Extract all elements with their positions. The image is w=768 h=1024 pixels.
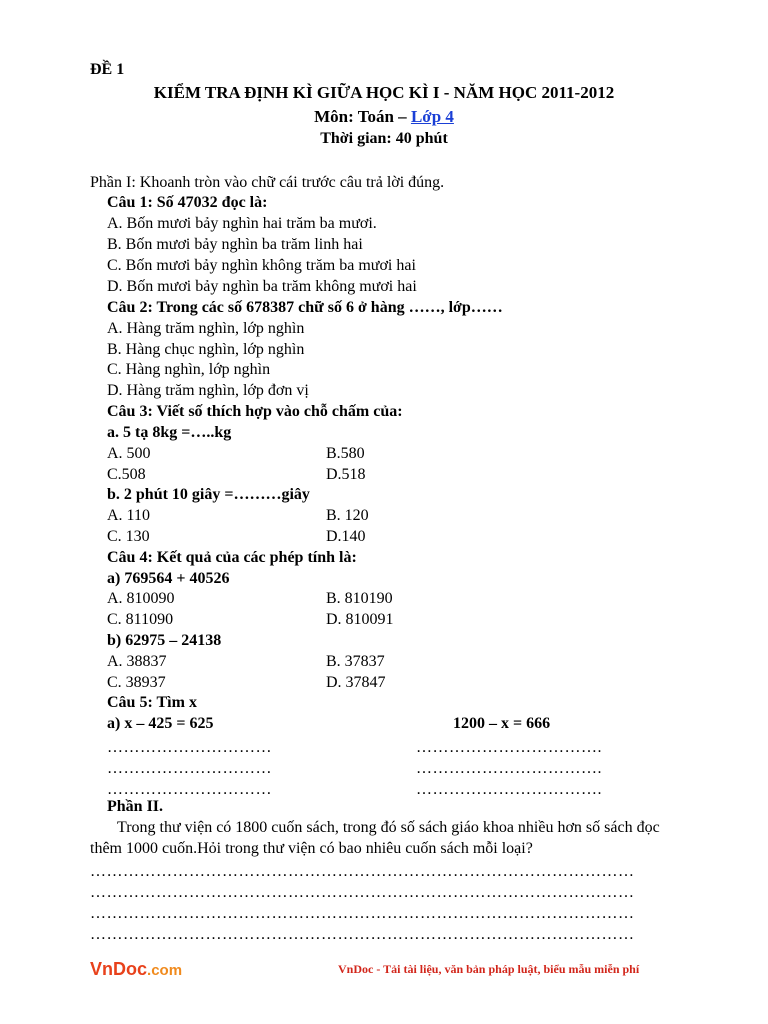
q2-option-b: B. Hàng chục nghìn, lớp nghìn (107, 341, 305, 358)
part2-problem-line1: Trong thư viện có 1800 cuốn sách, trong đó số sách giáo khoa nhiều hơn số sách đọc (117, 819, 660, 836)
q5-answer-line-left: ………………………… (107, 760, 272, 777)
exam-title: KIỂM TRA ĐỊNH KÌ GIỮA HỌC KÌ I - NĂM HỌC 2011-2012 (153, 83, 615, 102)
q3b-option-a: A. 110 (107, 507, 150, 524)
q4b-option-d: D. 37847 (326, 674, 386, 691)
q5-right-equation: 1200 – x = 666 (453, 715, 551, 732)
exam-time: Thời gian: 40 phút (320, 130, 448, 147)
q4a-label: a) 769564 + 40526 (107, 570, 230, 587)
q3a-option-a: A. 500 (107, 445, 151, 462)
footer-tagline[interactable]: VnDoc - Tải tài liệu, văn bản pháp luật, biểu mẫu miễn phí (338, 962, 640, 976)
q3-title: Câu 3: Viết số thích hợp vào chỗ chấm của: (107, 403, 403, 420)
part2-answer-line: ……………………………………………………………………………………… (90, 863, 635, 880)
q5-answer-line-left: ………………………… (107, 781, 272, 798)
q2-option-c: C. Hàng nghìn, lớp nghìn (107, 361, 271, 378)
part2-answer-line: ……………………………………………………………………………………… (90, 926, 635, 943)
q4b-option-b: B. 37837 (326, 653, 385, 670)
q2-option-a: A. Hàng trăm nghìn, lớp nghìn (107, 320, 305, 337)
part2-problem-line2: thêm 1000 cuốn.Hỏi trong thư viện có bao nhiêu cuốn sách mỗi loại? (90, 840, 533, 857)
exam-number: ĐỀ 1 (90, 61, 125, 78)
q4a-option-c: C. 811090 (107, 611, 174, 628)
q5-title: Câu 5: Tìm x (107, 694, 197, 711)
logo-doc: Doc (113, 959, 148, 979)
subject-line (0, 107, 768, 127)
q4a-option-b: B. 810190 (326, 590, 393, 607)
q3a-option-d: D.518 (326, 466, 366, 483)
q4a-option-a: A. 810090 (107, 590, 175, 607)
q4-title: Câu 4: Kết quả của các phép tính là: (107, 549, 357, 566)
q3a-label: a. 5 tạ 8kg =…..kg (107, 424, 232, 441)
logo-vn: Vn (90, 959, 114, 979)
q3b-option-d: D.140 (326, 528, 366, 545)
q3b-option-b: B. 120 (326, 507, 369, 524)
q4b-option-c: C. 38937 (107, 674, 166, 691)
part2-answer-line: ……………………………………………………………………………………… (90, 905, 635, 922)
q1-title: Câu 1: Số 47032 đọc là: (107, 194, 268, 211)
q1-option-b: B. Bốn mươi bảy nghìn ba trăm linh hai (107, 236, 363, 253)
part2-answer-line: ……………………………………………………………………………………… (90, 884, 635, 901)
part2-title: Phần II. (107, 798, 164, 815)
vndoc-logo[interactable] (90, 958, 182, 982)
q5-answer-line-left: ………………………… (107, 739, 272, 756)
q3a-option-b: B.580 (326, 445, 365, 462)
logo-com: .com (147, 962, 183, 979)
q1-option-c: C. Bốn mươi bảy nghìn không trăm ba mươi hai (107, 257, 416, 274)
part1-intro: Phần I: Khoanh tròn vào chữ cái trước câu trả lời đúng. (90, 174, 445, 191)
q2-title: Câu 2: Trong các số 678387 chữ số 6 ở hàng ……, lớp…… (107, 299, 503, 316)
q3b-option-c: C. 130 (107, 528, 150, 545)
q5-answer-line-right: ……………………………. (416, 760, 602, 777)
q4b-label: b) 62975 – 24138 (107, 632, 222, 649)
q2-option-d: D. Hàng trăm nghìn, lớp đơn vị (107, 382, 309, 399)
subject-prefix: Môn: Toán – (314, 107, 411, 126)
q5-answer-line-right: ……………………………. (416, 739, 602, 756)
q1-option-d: D. Bốn mươi bảy nghìn ba trăm không mươi hai (107, 278, 417, 295)
q4a-option-d: D. 810091 (326, 611, 394, 628)
q1-option-a: A. Bốn mươi bảy nghìn hai trăm ba mươi. (107, 215, 377, 232)
q3a-option-c: C.508 (107, 466, 146, 483)
q5-answer-line-right: ……………………………. (416, 781, 602, 798)
q3b-label: b. 2 phút 10 giây =………giây (107, 486, 310, 503)
q4b-option-a: A. 38837 (107, 653, 167, 670)
grade-link[interactable]: Lớp 4 (410, 107, 454, 126)
q5-left-equation: a) x – 425 = 625 (107, 715, 214, 732)
